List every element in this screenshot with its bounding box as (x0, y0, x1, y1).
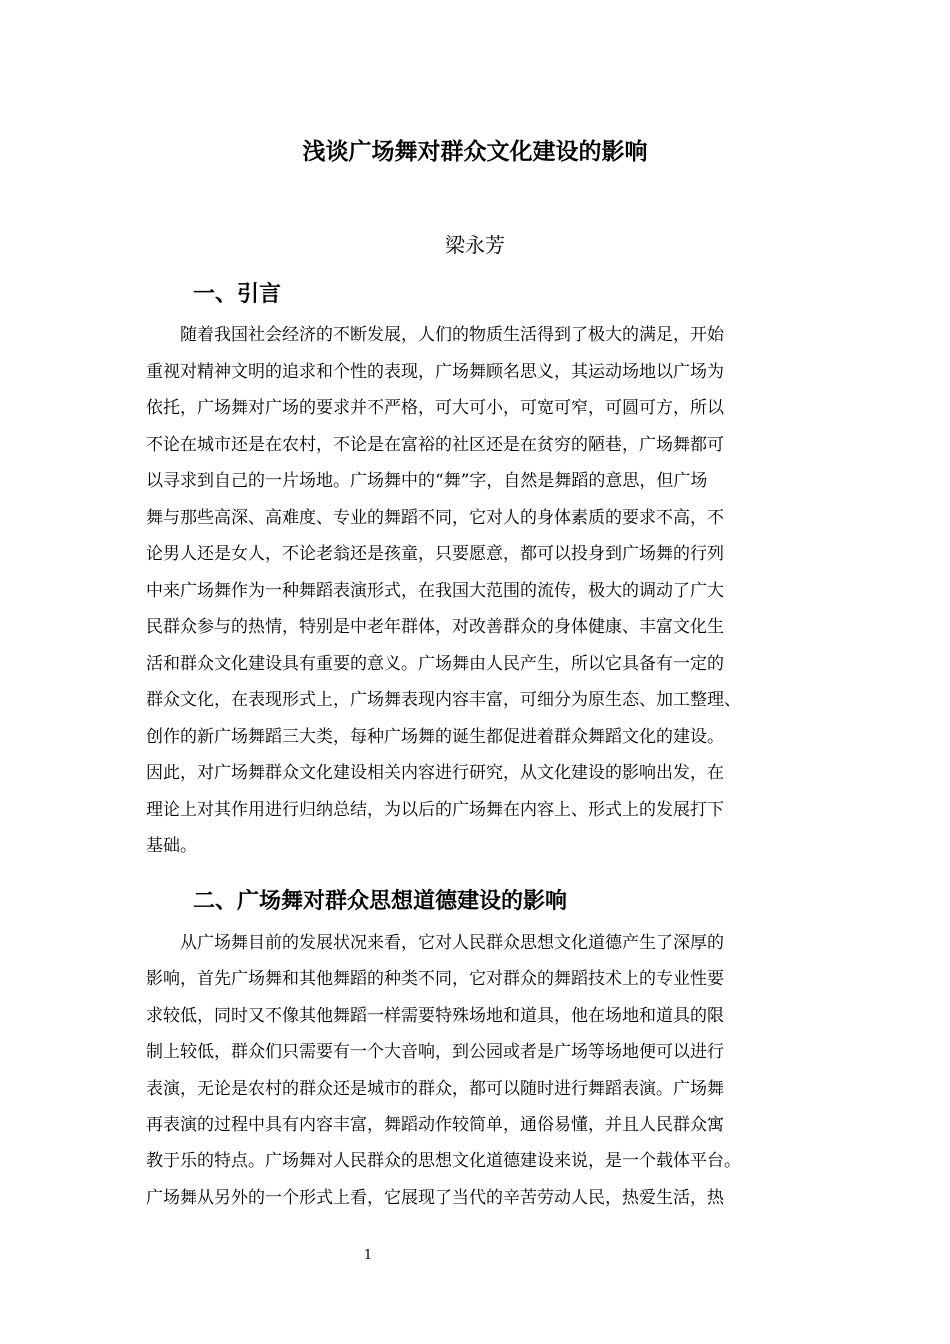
section-body-moral-impact (146, 925, 826, 1216)
section-body-introduction (146, 317, 826, 865)
paragraph-line: 从广场舞目前的发展状况来看，它对人民群众思想文化道德产生了深厚的 (180, 933, 724, 953)
paragraph-line: 重视对精神文明的追求和个性的表现，广场舞顾名思义，其运动场地以广场为 (146, 361, 724, 382)
paragraph-line: 依托，广场舞对广场的要求并不严格，可大可小，可宽可窄，可圆可方，所以 (146, 398, 724, 418)
paragraph-line: 影响，首先广场舞和其他舞蹈的种类不同，它对群众的舞蹈技术上的专业性要 (146, 969, 724, 990)
paragraph-line: 创作的新广场舞蹈三大类，每种广场舞的诞生都促进着群众舞蹈文化的建设。 (146, 726, 724, 747)
paragraph-line: 活和群众文化建设具有重要的意义。广场舞由人民产生，所以它具备有一定的 (146, 653, 724, 674)
paragraph-line: 制上较低，群众们只需要有一个大音响，到公园或者是广场等场地便可以进行 (146, 1042, 724, 1063)
section-heading-introduction: 一、引言 (193, 282, 282, 307)
paragraph-line: 广场舞从另外的一个形式上看，它展现了当代的辛苦劳动人民，热爱生活，热 (146, 1187, 724, 1208)
paragraph-line: 表演，无论是农村的群众还是城市的群众，都可以随时进行舞蹈表演。广场舞 (146, 1078, 724, 1099)
paragraph-line: 再表演的过程中具有内容丰富，舞蹈动作较简单，通俗易懂，并且人民群众寓 (146, 1114, 724, 1135)
paragraph-line: 因此，对广场舞群众文化建设相关内容进行研究，从文化建设的影响出发，在 (146, 763, 724, 783)
paragraph-line: 群众文化，在表现形式上，广场舞表现内容丰富，可细分为原生态、加工整理、 (146, 690, 741, 710)
document-title: 浅谈广场舞对群众文化建设的影响 (302, 139, 648, 165)
paragraph-line: 理论上对其作用进行归纳总结，为以后的广场舞在内容上、形式上的发展打下 (146, 799, 724, 820)
paragraph-line: 中来广场舞作为一种舞蹈表演形式，在我国大范围的流传，极大的调动了广大 (146, 580, 724, 601)
section-heading-moral-impact: 二、广场舞对群众思想道德建设的影响 (193, 889, 568, 914)
paragraph-line: 民群众参与的热情，特别是中老年群体，对改善群众的身体健康、丰富文化生 (146, 617, 724, 637)
page-number: 1 (363, 1248, 373, 1263)
author-name: 梁永芳 (445, 233, 505, 257)
paragraph-line: 舞与那些高深、高难度、专业的舞蹈不同，它对人的身体素质的要求不高，不 (146, 507, 724, 528)
paragraph-line: 求较低，同时又不像其他舞蹈一样需要特殊场地和道具，他在场地和道具的限 (146, 1005, 724, 1026)
paragraph-line: 以寻求到自己的一片场地。广场舞中的“舞”字，自然是舞蹈的意思，但广场 (146, 471, 708, 491)
paragraph-line: 教于乐的特点。广场舞对人民群众的思想文化道德建设来说，是一个载体平台。 (146, 1151, 741, 1172)
paragraph-line: 不论在城市还是在农村，不论是在富裕的社区还是在贫穷的陋巷，广场舞都可 (146, 434, 724, 455)
paragraph-line: 随着我国社会经济的不断发展，人们的物质生活得到了极大的满足，开始 (180, 325, 724, 345)
paragraph-line: 论男人还是女人，不论老翁还是孩童，只要愿意，都可以投身到广场舞的行列 (146, 544, 724, 564)
paragraph-line: 基础。 (146, 836, 197, 856)
